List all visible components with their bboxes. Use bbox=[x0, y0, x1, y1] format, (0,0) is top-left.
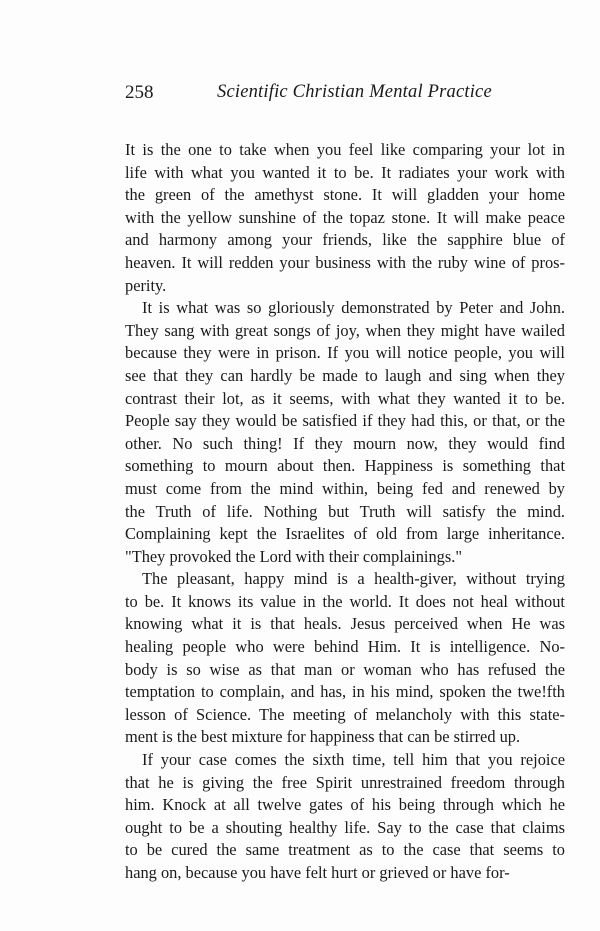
text-line: People say they would be satisfied if they had this, or that, or the bbox=[125, 411, 565, 431]
text-line: If your case comes the sixth time, tell him that you rejoice bbox=[142, 750, 565, 770]
text-line: The pleasant, happy mind is a health-giver, without trying bbox=[142, 569, 565, 589]
text-line: heaven. It will redden your business with the ruby wine of pros- bbox=[125, 252, 565, 272]
text-line: and harmony among your friends, like the sapphire blue of bbox=[125, 230, 565, 250]
text-line: ment is the best mixture for happiness that can be stirred up. bbox=[125, 727, 521, 747]
text-line: to be. It knows its value in the world. It does not heal without bbox=[125, 591, 565, 611]
text-line: "They provoked the Lord with their complainings." bbox=[125, 546, 463, 566]
text-line: see that they can hardly be made to laugh and sing when they bbox=[125, 365, 565, 385]
text-line: They sang with great songs of joy, when they might have wailed bbox=[125, 320, 565, 340]
paragraph bbox=[125, 139, 565, 297]
paragraph bbox=[125, 297, 565, 568]
text-line: that he is giving the free Spirit unrestrained freedom through bbox=[125, 772, 565, 792]
text-line: life with what you wanted it to be. It radiates your work with bbox=[125, 162, 565, 182]
text-line: Complaining kept the Israelites of old from large inheritance. bbox=[125, 524, 565, 544]
text-line: contrast their lot, as it seems, with what they wanted it to be. bbox=[125, 388, 565, 408]
text-line: perity. bbox=[125, 275, 167, 295]
text-line: knowing what it is that heals. Jesus perceived when He was bbox=[125, 614, 565, 634]
text-line: body is so wise as that man or woman who has refused the bbox=[125, 659, 565, 679]
page-number: 258 bbox=[125, 82, 154, 103]
running-title: Scientific Christian Mental Practice bbox=[217, 82, 492, 102]
paragraph bbox=[125, 749, 565, 885]
text-line: healing people who were behind Him. It is intelligence. No- bbox=[125, 637, 565, 657]
text-line: him. Knock at all twelve gates of his being through which he bbox=[125, 795, 565, 815]
text-line: must come from the mind within, being fed and renewed by bbox=[125, 478, 565, 498]
text-line: the green of the amethyst stone. It will gladden your home bbox=[125, 185, 565, 205]
text-line: something to mourn about then. Happiness is something that bbox=[125, 456, 565, 476]
text-line: hang on, because you have felt hurt or grieved or have for- bbox=[125, 863, 510, 882]
text-line: because they were in prison. If you will notice people, you will bbox=[125, 343, 565, 363]
text-line: with the yellow sunshine of the topaz stone. It will make peace bbox=[125, 207, 565, 227]
text-line: other. No such thing! If they mourn now, they would find bbox=[125, 433, 565, 453]
text-line: It is what was so gloriously demonstrated by Peter and John. bbox=[142, 298, 565, 318]
text-line: It is the one to take when you feel like comparing your lot in bbox=[125, 140, 565, 159]
body-text bbox=[125, 139, 565, 885]
text-line: lesson of Science. The meeting of melancholy with this state- bbox=[125, 704, 565, 724]
paragraph bbox=[125, 568, 565, 749]
text-line: temptation to complain, and has, in his mind, spoken the twe!fth bbox=[125, 682, 565, 702]
text-line: ought to be a shouting healthy life. Say to the case that claims bbox=[125, 817, 565, 837]
page-header bbox=[125, 82, 565, 106]
text-line: the Truth of life. Nothing but Truth will satisfy the mind. bbox=[125, 501, 565, 521]
text-line: to be cured the same treatment as to the case that seems to bbox=[125, 840, 565, 860]
